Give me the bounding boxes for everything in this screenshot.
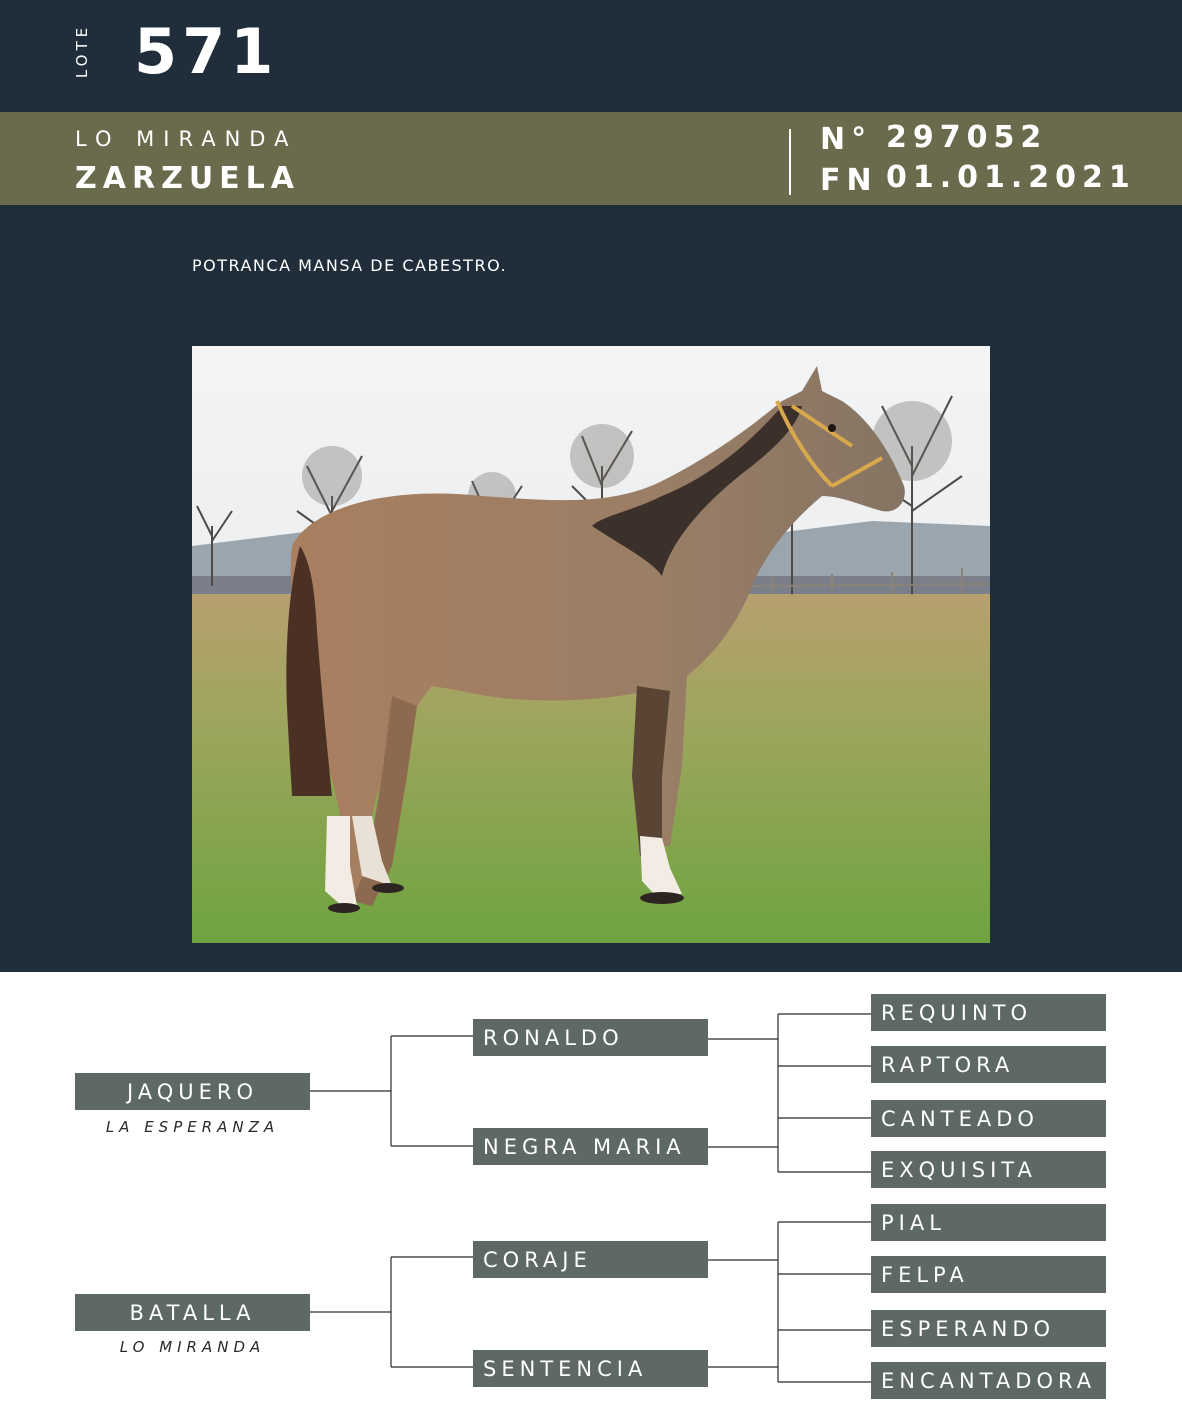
birth-date: 01.01.2021 — [886, 160, 1136, 195]
sire-breeder: LA ESPERANZA — [105, 1118, 280, 1136]
great-grandparent-name: ENCANTADORA — [871, 1362, 1106, 1399]
great-grandparent-name: FELPA — [871, 1256, 1106, 1293]
great-grandparent-name: ESPERANDO — [871, 1310, 1106, 1347]
horse-photo-illustration — [192, 346, 990, 943]
sire-dam-name: NEGRA MARIA — [473, 1128, 708, 1165]
registration-number: 297052 — [886, 120, 1048, 155]
birth-date-label: FN — [820, 163, 878, 198]
lot-number: 571 — [134, 15, 279, 88]
breeder-name: LO MIRANDA — [75, 127, 298, 151]
registration-label: N° — [820, 122, 873, 157]
lot-label: LOTE — [73, 23, 91, 79]
dam-breeder: LO MIRANDA — [119, 1338, 266, 1356]
great-grandparent-name: EXQUISITA — [871, 1151, 1106, 1188]
great-grandparent-name: PIAL — [871, 1204, 1106, 1241]
sire-sire-name: RONALDO — [473, 1019, 708, 1056]
great-grandparent-name: CANTEADO — [871, 1100, 1106, 1137]
great-grandparent-name: REQUINTO — [871, 994, 1106, 1031]
lot-description: POTRANCA MANSA DE CABESTRO. — [192, 256, 508, 275]
horse-photo — [192, 346, 990, 943]
dam-dam-name: SENTENCIA — [473, 1350, 708, 1387]
dam-name: BATALLA — [75, 1294, 310, 1331]
horse-name: ZARZUELA — [75, 161, 301, 196]
dam-sire-name: CORAJE — [473, 1241, 708, 1278]
sire-name: JAQUERO — [75, 1073, 310, 1110]
great-grandparent-name: RAPTORA — [871, 1046, 1106, 1083]
identity-divider — [789, 129, 791, 195]
